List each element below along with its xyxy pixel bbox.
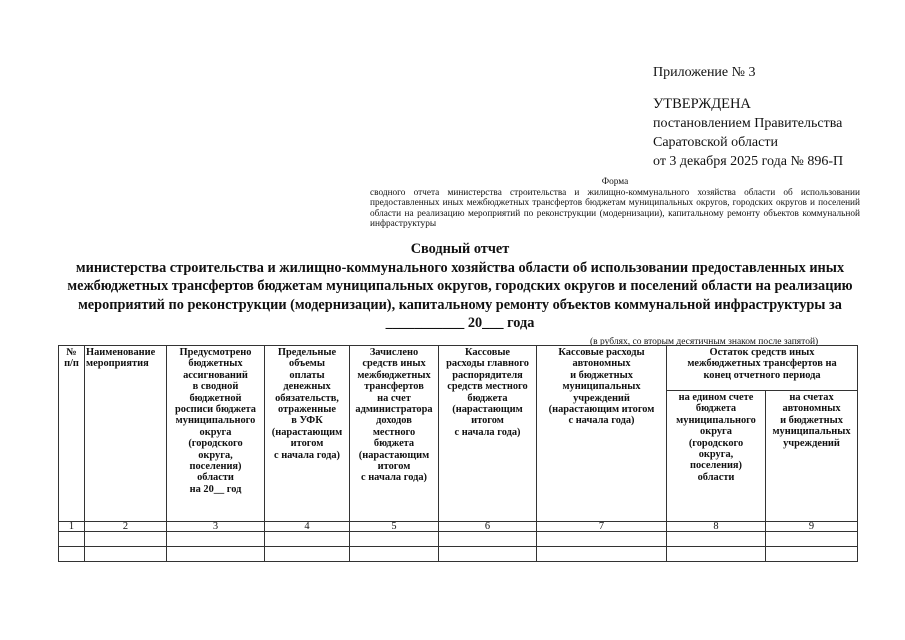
column-number: 1 [59, 522, 85, 532]
empty-cell[interactable] [85, 532, 167, 547]
subheader-cell: на едином счете бюджета муниципального округа (городского округа, поселения) области [667, 391, 766, 522]
header-cell: Зачислено средств иных межбюджетных трансфертов на счет администратора доходов местного бюджета (нарастающим итогом с начала года) [350, 346, 439, 522]
table-row [59, 547, 858, 562]
approved-line: от 3 декабря 2025 года № 896-П [653, 154, 844, 169]
form-heading: Форма [601, 177, 629, 187]
column-number-row [59, 522, 858, 532]
empty-cell[interactable] [667, 532, 766, 547]
column-number: 5 [350, 522, 439, 532]
appendix-label: Приложение № 3 [653, 65, 756, 80]
header-cell: Кассовые расходы автономных и бюджетных муниципальных учреждений (нарастающим итогом с начала года) [537, 346, 667, 522]
empty-cell[interactable] [167, 547, 265, 562]
empty-cell[interactable] [766, 547, 858, 562]
empty-cell[interactable] [439, 532, 537, 547]
column-number: 3 [167, 522, 265, 532]
empty-cell[interactable] [265, 547, 350, 562]
empty-cell[interactable] [265, 532, 350, 547]
column-number: 4 [265, 522, 350, 532]
report-title-body: министерства строительства и жилищно-коммунального хозяйства области об использовании предоставленных иных межбюджетных трансфертов бюджетам муниципальных округов, городских округов и поселений области на реализацию мероприятий по реконструкции (модернизации), капитальному ремонту объектов коммунальной инфраструктуры за ___________ 20___ года [67, 259, 853, 331]
header-cell: Наименование мероприятия [85, 346, 167, 522]
empty-cell[interactable] [766, 532, 858, 547]
report-table [58, 345, 858, 562]
empty-cell[interactable] [537, 547, 667, 562]
header-cell: Остаток средств иных межбюджетных трансфертов на конец отчетного периода [667, 346, 858, 391]
approval-block [653, 95, 843, 171]
column-number: 8 [667, 522, 766, 532]
report-title-line1: Сводный отчет [410, 241, 510, 257]
units-note: (в рублях, со вторым десятичным знаком после запятой) [590, 337, 819, 347]
empty-cell[interactable] [59, 547, 85, 562]
empty-cell[interactable] [85, 547, 167, 562]
header-cell: Предельные объемы оплаты денежных обязательств, отраженные в УФК (нарастающим итогом с начала года) [265, 346, 350, 522]
table-row [59, 532, 858, 547]
empty-cell[interactable] [59, 532, 85, 547]
header-cell: Кассовые расходы главного распорядителя средств местного бюджета (нарастающим итогом с начала года) [439, 346, 537, 522]
column-number: 2 [85, 522, 167, 532]
form-description [370, 177, 860, 230]
subheader-cell: на счетах автономных и бюджетных муниципальных учреждений [766, 391, 858, 522]
column-number: 9 [766, 522, 858, 532]
empty-cell[interactable] [537, 532, 667, 547]
empty-cell[interactable] [667, 547, 766, 562]
empty-cell[interactable] [350, 547, 439, 562]
approved-line: постановлением Правительства [653, 116, 843, 131]
form-text: сводного отчета министерства строительства и жилищно-коммунального хозяйства области об использовании предоставленных иных межбюджетных трансфертов бюджетам муниципальных округов, городских округов и поселений области на реализацию мероприятий по реконструкции (модернизации), капитальному ремонту объектов коммунальной инфраструктуры [370, 187, 860, 230]
empty-cell[interactable] [350, 532, 439, 547]
approved-line: Саратовской области [653, 135, 778, 150]
header-cell: № п/п [59, 346, 85, 522]
empty-cell[interactable] [167, 532, 265, 547]
column-number: 6 [439, 522, 537, 532]
empty-cell[interactable] [439, 547, 537, 562]
approved-title: УТВЕРЖДЕНА [653, 96, 751, 112]
report-title [40, 240, 880, 333]
column-number: 7 [537, 522, 667, 532]
header-cell: Предусмотрено бюджетных ассигнований в сводной бюджетной росписи бюджета муниципального округа (городского округа, поселения) области на 20__ год [167, 346, 265, 522]
